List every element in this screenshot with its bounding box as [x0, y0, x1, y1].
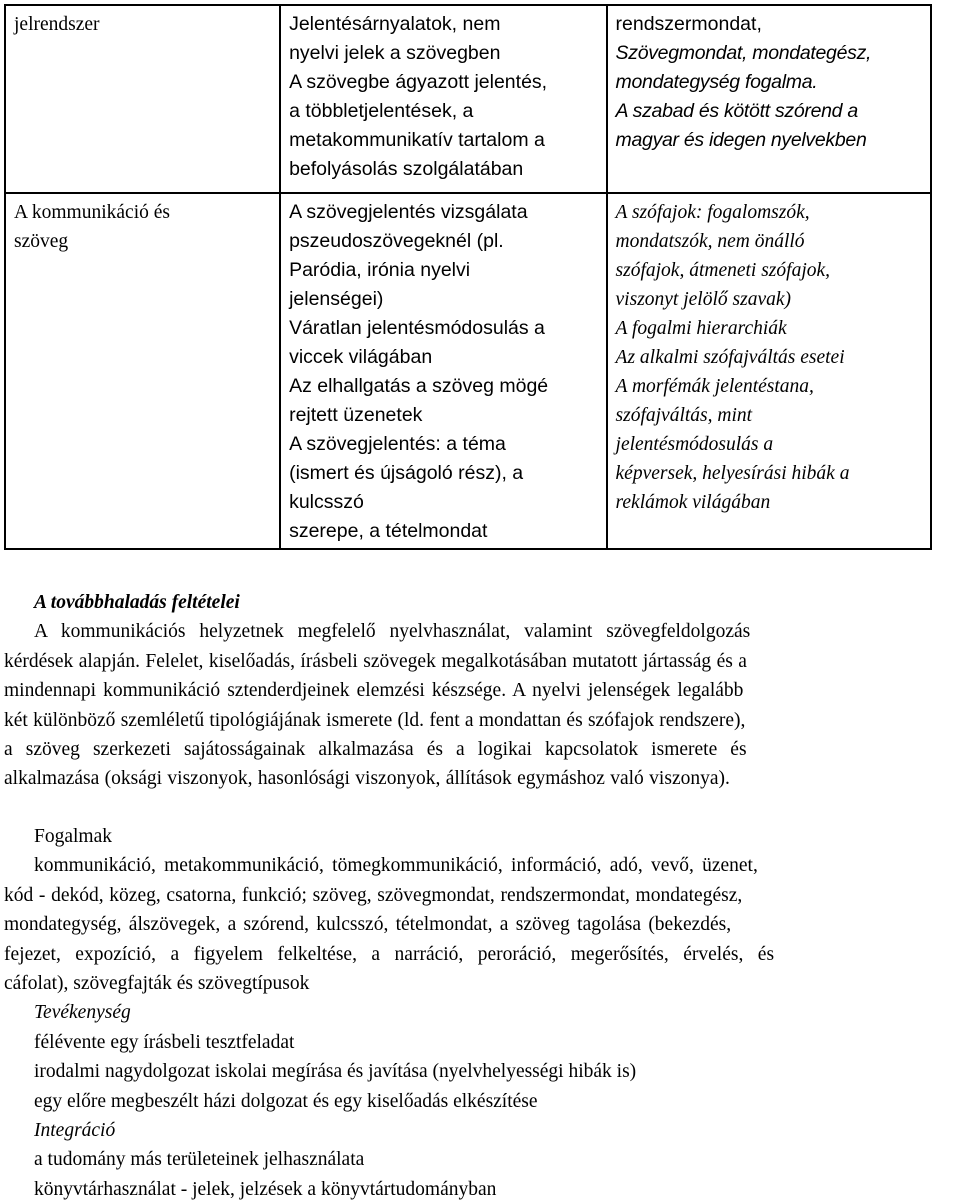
cell-line: A szabad és kötött szórend a: [615, 100, 858, 122]
paragraph-line: [4, 617, 956, 646]
cell-line: Szövegmondat, mondategész,: [615, 42, 872, 64]
activity-item: irodalmi nagydolgozat iskolai megírása és javítása (nyelvhelyességi hibák is): [34, 1061, 637, 1083]
progress-line-2: mindennapi kommunikáció sztenderdjeinek elemzési készsége. A nyelvi jelenségek legalább: [4, 680, 744, 702]
concepts-line-4: cáfolat), szövegfajták és szövegtípusok: [4, 973, 310, 995]
cell-line: mondategység fogalma.: [615, 71, 818, 93]
cell-line: Az elhallgatás a szöveg mögé: [289, 375, 549, 397]
cell-line: kulcsszó: [289, 491, 364, 513]
cell-line: a többletjelentések, a: [289, 100, 474, 122]
concepts-line-3: fejezet, expozíció, a figyelem felkeltése, a narráció, peroráció, megerősítés, érvelés, és: [4, 943, 775, 965]
progress-heading: A továbbhaladás feltételei: [34, 592, 240, 613]
cell-line: nyelvi jelek a szövegben: [289, 42, 501, 64]
progress-section: [4, 588, 956, 794]
integration-heading: Integráció: [34, 1120, 116, 1142]
cell-line: Paródia, irónia nyelvi: [289, 259, 471, 281]
table-row: [5, 193, 931, 549]
cell-line: befolyásolás szolgálatában: [289, 158, 524, 180]
progress-paragraph: [4, 617, 956, 793]
table-cell-content: [280, 193, 606, 549]
cell-line: pszeudoszövegeknél (pl.: [289, 230, 504, 252]
cell-line: szerepe, a tételmondat: [289, 520, 488, 542]
concepts-line-0: kommunikáció, metakommunikáció, tömegkommunikáció, információ, adó, vevő, üzenet,: [34, 855, 758, 877]
cell-line: (ismert és újságoló rész), a: [289, 462, 524, 484]
cell-line: A szövegjelentés vizsgálata: [289, 201, 528, 223]
cell-line: reklámok világában: [615, 492, 771, 513]
cell-line: A morfémák jelentéstana,: [615, 376, 814, 397]
cell-line: A kommunikáció és: [14, 202, 170, 223]
cell-line: szófajváltás, mint: [615, 405, 753, 426]
activity-item: egy előre megbeszélt házi dolgozat és egy kiselőadás elkészítése: [34, 1090, 538, 1112]
cell-line: A szövegjelentés: a téma: [289, 433, 506, 455]
cell-line: viccek világában: [289, 346, 433, 368]
integration-item: a tudomány más területeinek jelhasználata: [34, 1149, 365, 1171]
table-row: [5, 5, 931, 193]
integration-item: könyvtárhasználat - jelek, jelzések a könyvtártudományban: [34, 1178, 497, 1200]
table-cell-content: [280, 5, 606, 193]
cell-line: rejtett üzenetek: [289, 404, 423, 426]
cell-line: Váratlan jelentésmódosulás a: [289, 317, 545, 339]
cell-line: mondatszók, nem önálló: [615, 231, 805, 252]
cell-line: A fogalmi hierarchiák: [615, 318, 787, 339]
curriculum-table: [4, 4, 932, 550]
progress-line-3: két különböző szemléletű tipológiájának ismerete (ld. fent a mondattan és szófajok rendszere),: [4, 709, 746, 731]
concepts-line-2: mondategység, álszövegek, a szórend, kulcsszó, tételmondat, a szöveg tagolása (bekezdés,: [4, 914, 732, 936]
table-cell-topic: [5, 193, 280, 549]
cell-line: magyar és idegen nyelvekben: [615, 129, 867, 151]
cell-line: A szófajok: fogalomszók,: [615, 202, 810, 223]
cell-line: szófajok, átmeneti szófajok,: [615, 260, 831, 281]
cell-line: képversek, helyesírási hibák a: [615, 463, 850, 484]
cell-line: rendszermondat,: [615, 13, 762, 35]
activity-heading: Tevékenység: [34, 1002, 131, 1024]
table-cell-grammar: [607, 5, 931, 193]
cell-line: Jelentésárnyalatok, nem: [289, 13, 501, 35]
table-cell-topic: [5, 5, 280, 193]
progress-line-0: A kommunikációs helyzetnek megfelelő nyelvhasználat, valamint szövegfeldolgozás: [34, 621, 751, 643]
activity-item: félévente egy írásbeli tesztfeladat: [34, 1031, 295, 1053]
cell-line: szöveg: [14, 231, 69, 252]
cell-line: A szövegbe ágyazott jelentés,: [289, 71, 548, 93]
cell-line: jelentésmódosulás a: [615, 434, 774, 455]
cell-line: jelrendszer: [14, 14, 100, 35]
cell-line: viszonyt jelölő szavak): [615, 289, 791, 310]
cell-line: Az alkalmi szófajváltás esetei: [615, 347, 845, 368]
cell-line: metakommunikatív tartalom a: [289, 129, 545, 151]
progress-line-1: kérdések alapján. Felelet, kiselőadás, írásbeli szövegek megalkotásában mutatott jártasság és a: [4, 650, 747, 672]
table-cell-grammar: [607, 193, 931, 549]
concepts-heading: Fogalmak: [34, 826, 112, 847]
concepts-line-1: kód - dekód, közeg, csatorna, funkció; szöveg, szövegmondat, rendszermondat, mondategész,: [4, 884, 743, 906]
progress-line-4: a szöveg szerkezeti sajátosságainak alkalmazása és a logikai kapcsolatok ismerete és: [4, 739, 747, 761]
concepts-section: [4, 822, 956, 1204]
progress-line-5: alkalmazása (oksági viszonyok, hasonlósági viszonyok, állítások egymáshoz való viszonya).: [4, 768, 730, 790]
cell-line: jelenségei): [289, 288, 384, 310]
